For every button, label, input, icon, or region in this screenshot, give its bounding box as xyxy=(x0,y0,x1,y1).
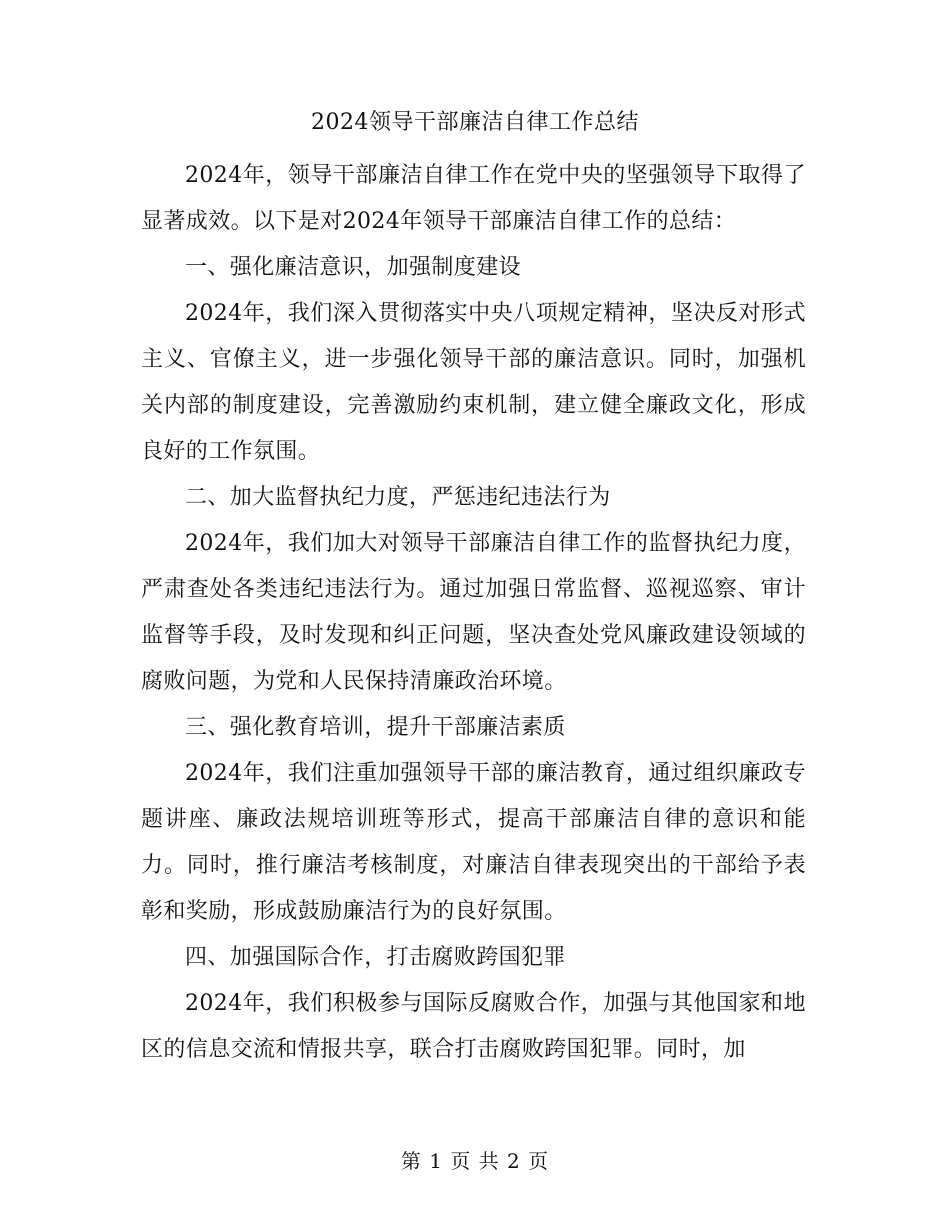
section-paragraph-2: 2024年，我们加大对领导干部廉洁自律工作的监督执纪力度，严肃查处各类违纪违法行为。通过加强日常监督、巡视巡察、审计监督等手段，及时发现和纠正问题，坚决查处党风廉政建设领域的腐败问题，为党和人民保持清廉政治环境。 xyxy=(141,531,806,694)
section-paragraph-1: 2024年，我们深入贯彻落实中央八项规定精神，坚决反对形式主义、官僚主义，进一步强化领导干部的廉洁意识。同时，加强机关内部的制度建设，完善激励约束机制，建立健全廉政文化，形成良好的工作氛围。 xyxy=(141,301,806,464)
section-paragraph-3: 2024年，我们注重加强领导干部的廉洁教育，通过组织廉政专题讲座、廉政法规培训班等形式，提高干部廉洁自律的意识和能力。同时，推行廉洁考核制度，对廉洁自律表现突出的干部给予表彰和奖励，形成鼓励廉洁行为的良好氛围。 xyxy=(141,761,806,924)
section-paragraph-4: 2024年，我们积极参与国际反腐败合作，加强与其他国家和地区的信息交流和情报共享，联合打击腐败跨国犯罪。同时，加 xyxy=(141,991,806,1062)
section-heading-2: 二、加大监督执纪力度，严惩违纪违法行为 xyxy=(185,485,611,510)
intro-paragraph: 2024年，领导干部廉洁自律工作在党中央的坚强领导下取得了显著成效。以下是对2024年领导干部廉洁自律工作的总结： xyxy=(141,163,806,234)
page-number-footer: 第 1 页 共 2 页 xyxy=(400,1149,550,1173)
document-title: 2024领导干部廉洁自律工作总结 xyxy=(311,110,639,135)
section-heading-4: 四、加强国际合作，打击腐败跨国犯罪 xyxy=(185,945,566,970)
section-heading-1: 一、强化廉洁意识，加强制度建设 xyxy=(185,255,522,280)
document-body xyxy=(141,153,806,1073)
section-heading-3: 三、强化教育培训，提升干部廉洁素质 xyxy=(185,715,566,740)
